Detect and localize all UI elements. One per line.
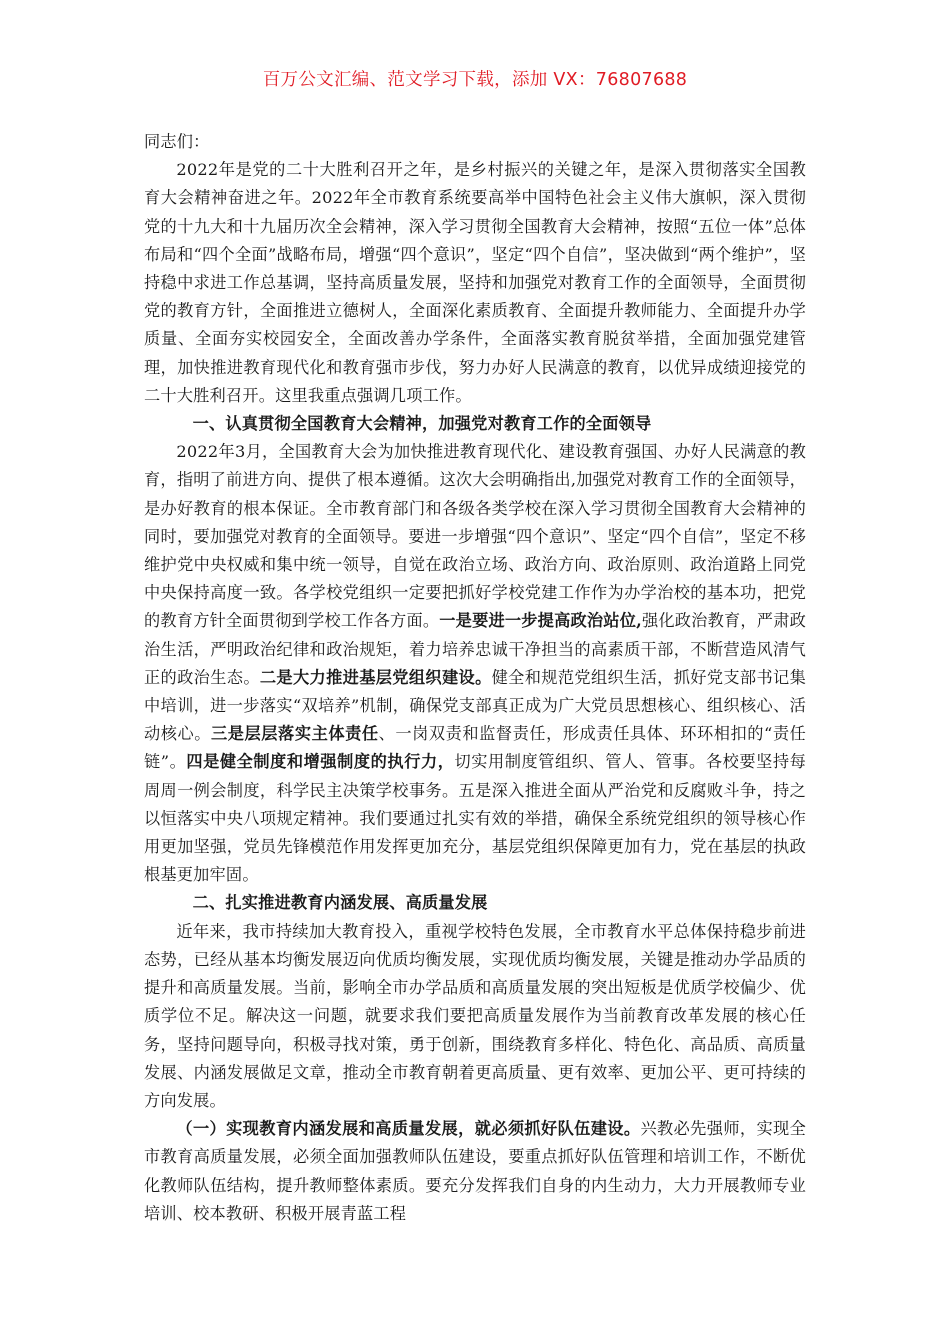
text-run: 切实用制度管组织、管人、管事。各校要坚持每周周一例会制度，科学民主决策学校事务。五是深入推进全面从严治党和反腐败斗争，持之以恒落实中央八项规定精神。我们要通过扎实有效的举措，确保全系统党组织的领导核心作用更加坚强，党员先锋模范作用发挥更加充分，基层党组织保障更加有力，党在基层的执政根基更加牢固。 [144,752,806,885]
bold-run: 三是层层落实主体责任 [211,724,379,744]
paragraph-subsection-1 [144,1115,806,1228]
bold-run: 四是健全制度和增强制度的执行力， [186,752,455,772]
bold-run: 二是大力推进基层党组织建设。 [259,667,492,687]
document-body [144,128,806,1228]
section-heading-1: 一、认真贯彻全国教育大会精神，加强党对教育工作的全面领导 [192,414,652,434]
bold-run: 一是要进一步提高政治站位, [439,611,642,631]
paragraph-section-2: 近年来，我市持续加大教育投入，重视学校特色发展，全市教育水平总体保持稳步前进态势，已经从基本均衡发展迈向优质均衡发展，实现优质均衡发展，关键是推动办学品质的提升和高质量发展。当前，影响全市办学品质和高质量发展的突出短板是优质学校偏少、优质学位不足。解决这一问题，就要求我们要把高质量发展作为当前教育改革发展的核心任务，坚持问题导向，积极寻找对策，勇于创新，围绕教育多样化、特色化、高品质、高质量发展、内涵发展做足文章，推动全市教育朝着更高质量、更有效率、更加公平、更可持续的方向发展。 [144,921,806,1110]
text-run: 、一岗双责和监督责任，形成责任具体、环环相扣的“责任链”。 [144,724,806,772]
header-banner: 百万公文汇编、范文学习下载，添加 VX：76807688 [262,70,688,90]
text-run: 强化政治教育，严肃政治生活，严明政治纪律和政治规矩，着力培养忠诚干净担当的高素质干部，不断营造风清气正的政治生态。 [144,611,806,687]
text-run: 兴教必先强师，实现全市教育高质量发展，必须全面加强教师队伍建设，要重点抓好队伍管理和培训工作，不断优化教师队伍结构，提升教师整体素质。要充分发挥我们自身的内生动力，大力开展教师专业培训、校本教研、积极开展青蓝工程 [144,1119,806,1223]
paragraph-intro: 2022年是党的二十大胜利召开之年，是乡村振兴的关键之年，是深入贯彻落实全国教育大会精神奋进之年。2022年全市教育系统要高举中国特色社会主义伟大旗帜，深入贯彻党的十九大和十九届历次全会精神，深入学习贯彻全国教育大会精神，按照“五位一体”总体布局和“四个全面”战略布局，增强“四个意识”，坚定“四个自信”，坚决做到“两个维护”，坚持稳中求进工作总基调，坚持高质量发展，坚持和加强党对教育工作的全面领导，全面贯彻党的教育方针，全面推进立德树人，全面深化素质教育、全面提升教师能力、全面提升办学质量、全面夯实校园安全，全面改善办学条件，全面落实教育脱贫举措，全面加强党建管理，加快推进教育现代化和教育强市步伐，努力办好人民满意的教育，以优异成绩迎接党的二十大胜利召开。这里我重点强调几项工作。 [144,160,806,405]
text-run: 健全和规范党组织生活，抓好党支部书记集中培训，进一步落实“双培养”机制，确保党支部真正成为广大党员思想核心、组织核心、活动核心。 [144,667,806,744]
section-heading-2: 二、扎实推进教育内涵发展、高质量发展 [192,893,488,913]
greeting: 同志们： [144,132,210,151]
text-run: 2022年3月，全国教育大会为加快推进教育现代化、建设教育强国、办好人民满意的教育，指明了前进方向、提供了根本遵循。这次大会明确指出,加强党对教育工作的全面领导，是办好教育的根本保证。全市教育部门和各级各类学校在深入学习贯彻全国教育大会精神的同时，要加强党对教育的全面领导。要进一步增强“四个意识”、坚定“四个自信”，坚定不移维护党中央权威和集中统一领导，自觉在政治立场、政治方向、政治原则、政治道路上同党中央保持高度一致。各学校党组织一定要把抓好学校党建工作作为办学治校的基本功，把党的教育方针全面贯彻到学校工作各方面。 [144,442,806,631]
bold-run: （一）实现教育内涵发展和高质量发展，就必须抓好队伍建设。 [176,1119,641,1139]
paragraph-section-1 [144,438,806,889]
